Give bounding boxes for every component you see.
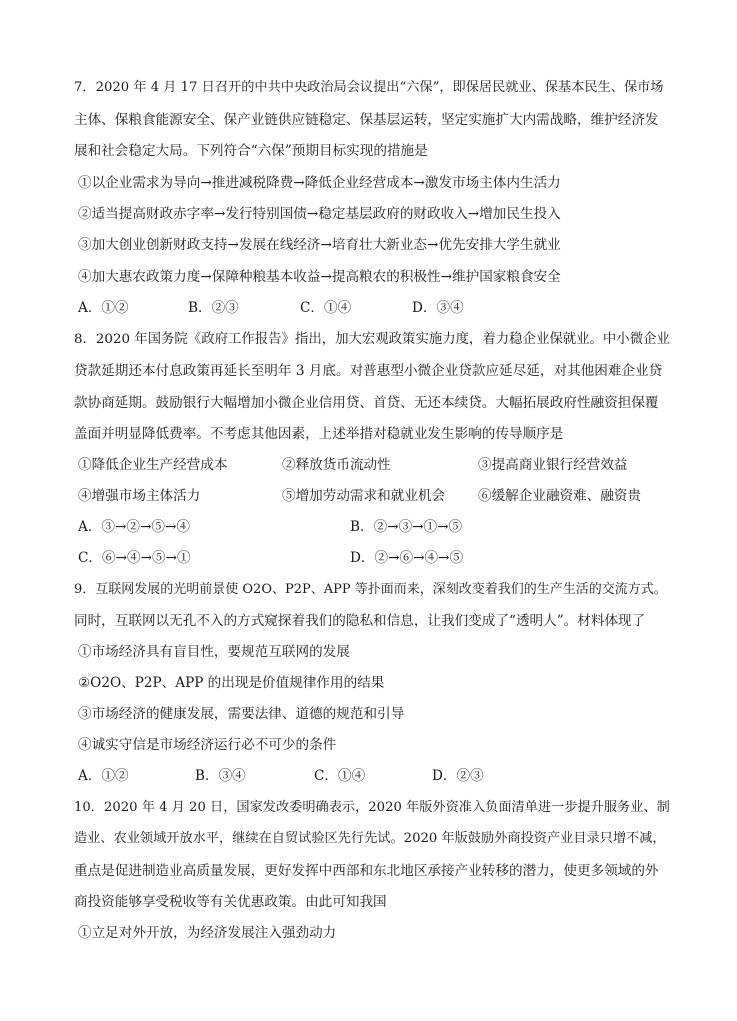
q9-option-1: ①市场经济具有盲目性，要规范互联网的发展 bbox=[78, 644, 350, 660]
q10-stem-line-4: 商投资能够享受税收等有关优惠政策。由此可知我国 bbox=[74, 894, 387, 910]
q7-option-1: ①以企业需求为导向→推进减税降费→降低企业经营成本→激发市场主体内生活力 bbox=[78, 175, 561, 191]
q8-item-5: ⑤增加劳动需求和就业机会 bbox=[282, 488, 446, 504]
q10-stem-line-1: 10．2020 年 4 月 20 日，国家发改委明确表示，2020 年版外资准入负面清单进一步提升服务业、制 bbox=[74, 800, 670, 815]
q9-option-4: ④诚实守信是市场经济运行必不可少的条件 bbox=[78, 737, 337, 753]
q8-answer-b: B．②→③→①→⑤ bbox=[350, 519, 463, 535]
q7-option-2: ②适当提高财政赤字率→发行特别国债→稳定基层政府的财政收入→增加民生投入 bbox=[78, 206, 561, 222]
q7-stem-line-1: 7．2020 年 4 月 17 日召开的中共中央政治局会议提出“六保”，即保居民就业、保基本民生、保市场 bbox=[74, 80, 664, 95]
q7-answer-c: C．①④ bbox=[300, 300, 352, 316]
q8-stem-line-3: 款协商延期。鼓励银行大幅增加小微企业信用贷、首贷、无还本续贷。大幅拓展政府性融资担保覆 bbox=[74, 395, 659, 411]
q10-stem-line-3: 重点是促进制造业高质量发展，更好发挥中西部和东北地区承接产业转移的潜力，使更多领域的外 bbox=[74, 863, 659, 879]
q8-answer-a: A．③→②→⑤→④ bbox=[78, 519, 190, 535]
q9-answer-c: C．①④ bbox=[314, 768, 366, 784]
q10-option-1: ①立足对外开放，为经济发展注入强劲动力 bbox=[78, 925, 337, 941]
q8-stem-line-4: 盖面并明显降低费率。不考虑其他因素，上述举措对稳就业发生影响的传导顺序是 bbox=[74, 426, 564, 442]
q8-stem-line-2: 贷款延期还本付息政策再延长至明年 3 月底。对普惠型小微企业贷款应延尽延，对其他困难企业贷 bbox=[74, 363, 663, 379]
q7-stem-line-3: 展和社会稳定大局。下列符合“六保”预期目标实现的措施是 bbox=[74, 143, 428, 159]
q10-stem-line-2: 造业、农业领域开放水平，继续在自贸试验区先行先试。2020 年版鼓励外商投资产业目录只增不减， bbox=[74, 831, 666, 846]
q8-item-3: ③提高商业银行经营效益 bbox=[478, 457, 628, 473]
q7-answer-a: A．①② bbox=[78, 300, 129, 316]
q8-item-6: ⑥缓解企业融资难、融资贵 bbox=[478, 488, 642, 504]
q7-option-4: ④加大惠农政策力度→保障种粮基本收益→提高粮农的积极性→维护国家粮食安全 bbox=[78, 269, 561, 285]
q7-answer-b: B．②③ bbox=[188, 300, 239, 316]
q8-item-4: ④增强市场主体活力 bbox=[78, 488, 201, 504]
q8-answer-c: C．⑥→④→⑤→① bbox=[78, 550, 191, 566]
q9-stem-line-2: 同时，互联网以无孔不入的方式窥探着我们的隐私和信息，让我们变成了“透明人”。材料体现了 bbox=[74, 613, 646, 629]
q8-stem-line-1: 8．2020 年国务院《政府工作报告》指出，加大宏观政策实施力度，着力稳企业保就业。中小微企业 bbox=[74, 332, 670, 347]
q8-item-1: ①降低企业生产经营成本 bbox=[78, 457, 228, 473]
q9-answer-d: D．②③ bbox=[432, 768, 484, 784]
q8-item-2: ②释放货币流动性 bbox=[282, 457, 391, 473]
q8-answer-d: D．②→⑥→④→⑤ bbox=[350, 550, 464, 566]
q9-answer-a: A．①② bbox=[78, 768, 129, 784]
q7-option-3: ③加大创业创新财政支持→发展在线经济→培育壮大新业态→优先安排大学生就业 bbox=[78, 237, 561, 253]
q7-stem-line-2: 主体、保粮食能源安全、保产业链供应链稳定、保基层运转，坚定实施扩大内需战略，维护经济发 bbox=[74, 112, 659, 128]
q9-stem-line-1: 9．互联网发展的光明前景使 O2O、P2P、APP 等扑面而来，深刻改变着我们的生产生活的交流方式。 bbox=[74, 582, 667, 597]
q9-option-2: ②O2O、P2P、APP 的出现是价值规律作用的结果 bbox=[78, 675, 385, 691]
q7-answer-d: D．③④ bbox=[412, 300, 464, 316]
q9-answer-b: B．③④ bbox=[195, 768, 246, 784]
q9-option-3: ③市场经济的健康发展，需要法律、道德的规范和引导 bbox=[78, 706, 405, 722]
